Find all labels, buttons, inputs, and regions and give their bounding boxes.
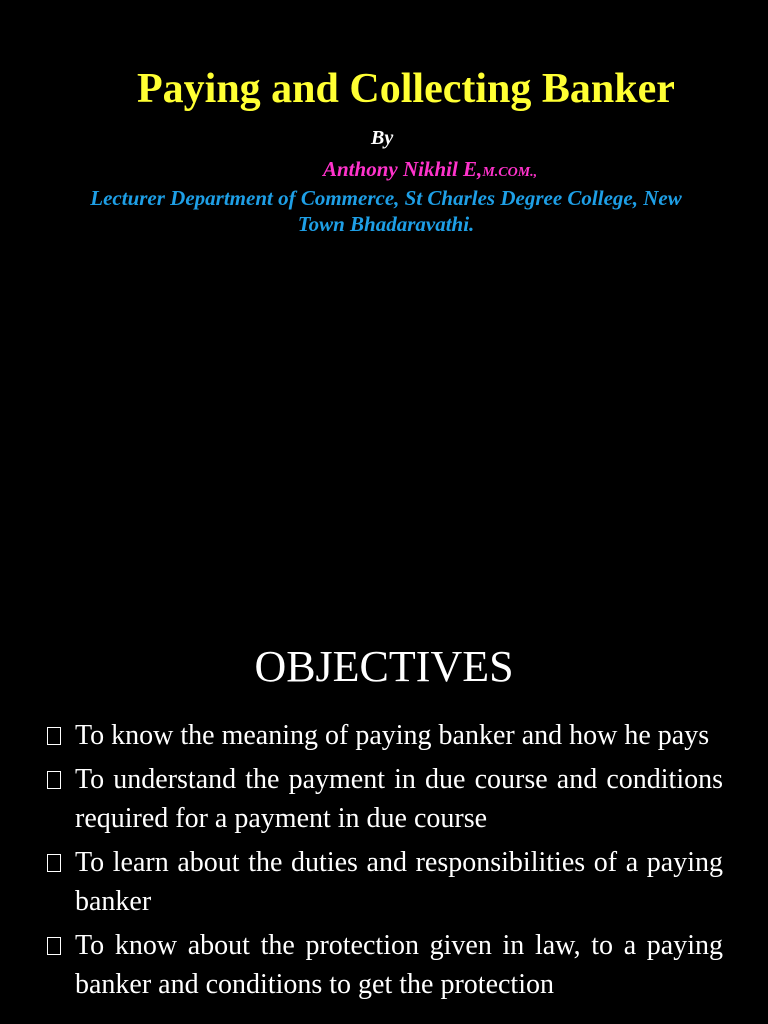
missing-glyph-box-icon bbox=[47, 771, 61, 789]
objective-text: To know about the protection given in law, to a paying banker and conditions to get the protection bbox=[75, 930, 723, 1000]
objective-item bbox=[46, 760, 723, 838]
missing-glyph-box-icon bbox=[47, 727, 61, 745]
objectives-list bbox=[46, 716, 723, 1009]
author-line bbox=[323, 156, 537, 186]
missing-glyph-box-icon bbox=[47, 854, 61, 872]
objective-text: To know the meaning of paying banker and how he pays bbox=[75, 720, 710, 751]
objective-text: To understand the payment in due course and conditions required for a payment in due course bbox=[75, 764, 723, 834]
author-name: Anthony Nikhil E, bbox=[323, 157, 483, 181]
by-label: By bbox=[371, 127, 394, 149]
author-affiliation: Lecturer Department of Commerce, St Charles Degree College, New Town Bhadaravathi. bbox=[90, 186, 682, 236]
objectives-heading: OBJECTIVES bbox=[254, 642, 514, 691]
objective-text: To learn about the duties and responsibilities of a paying banker bbox=[75, 847, 723, 917]
objective-item bbox=[46, 843, 723, 921]
missing-glyph-box-icon bbox=[47, 937, 61, 955]
author-degree: M.COM., bbox=[482, 165, 538, 180]
slide-title: Paying and Collecting Banker bbox=[137, 66, 675, 112]
objective-item bbox=[46, 716, 723, 755]
objective-item bbox=[46, 926, 723, 1004]
